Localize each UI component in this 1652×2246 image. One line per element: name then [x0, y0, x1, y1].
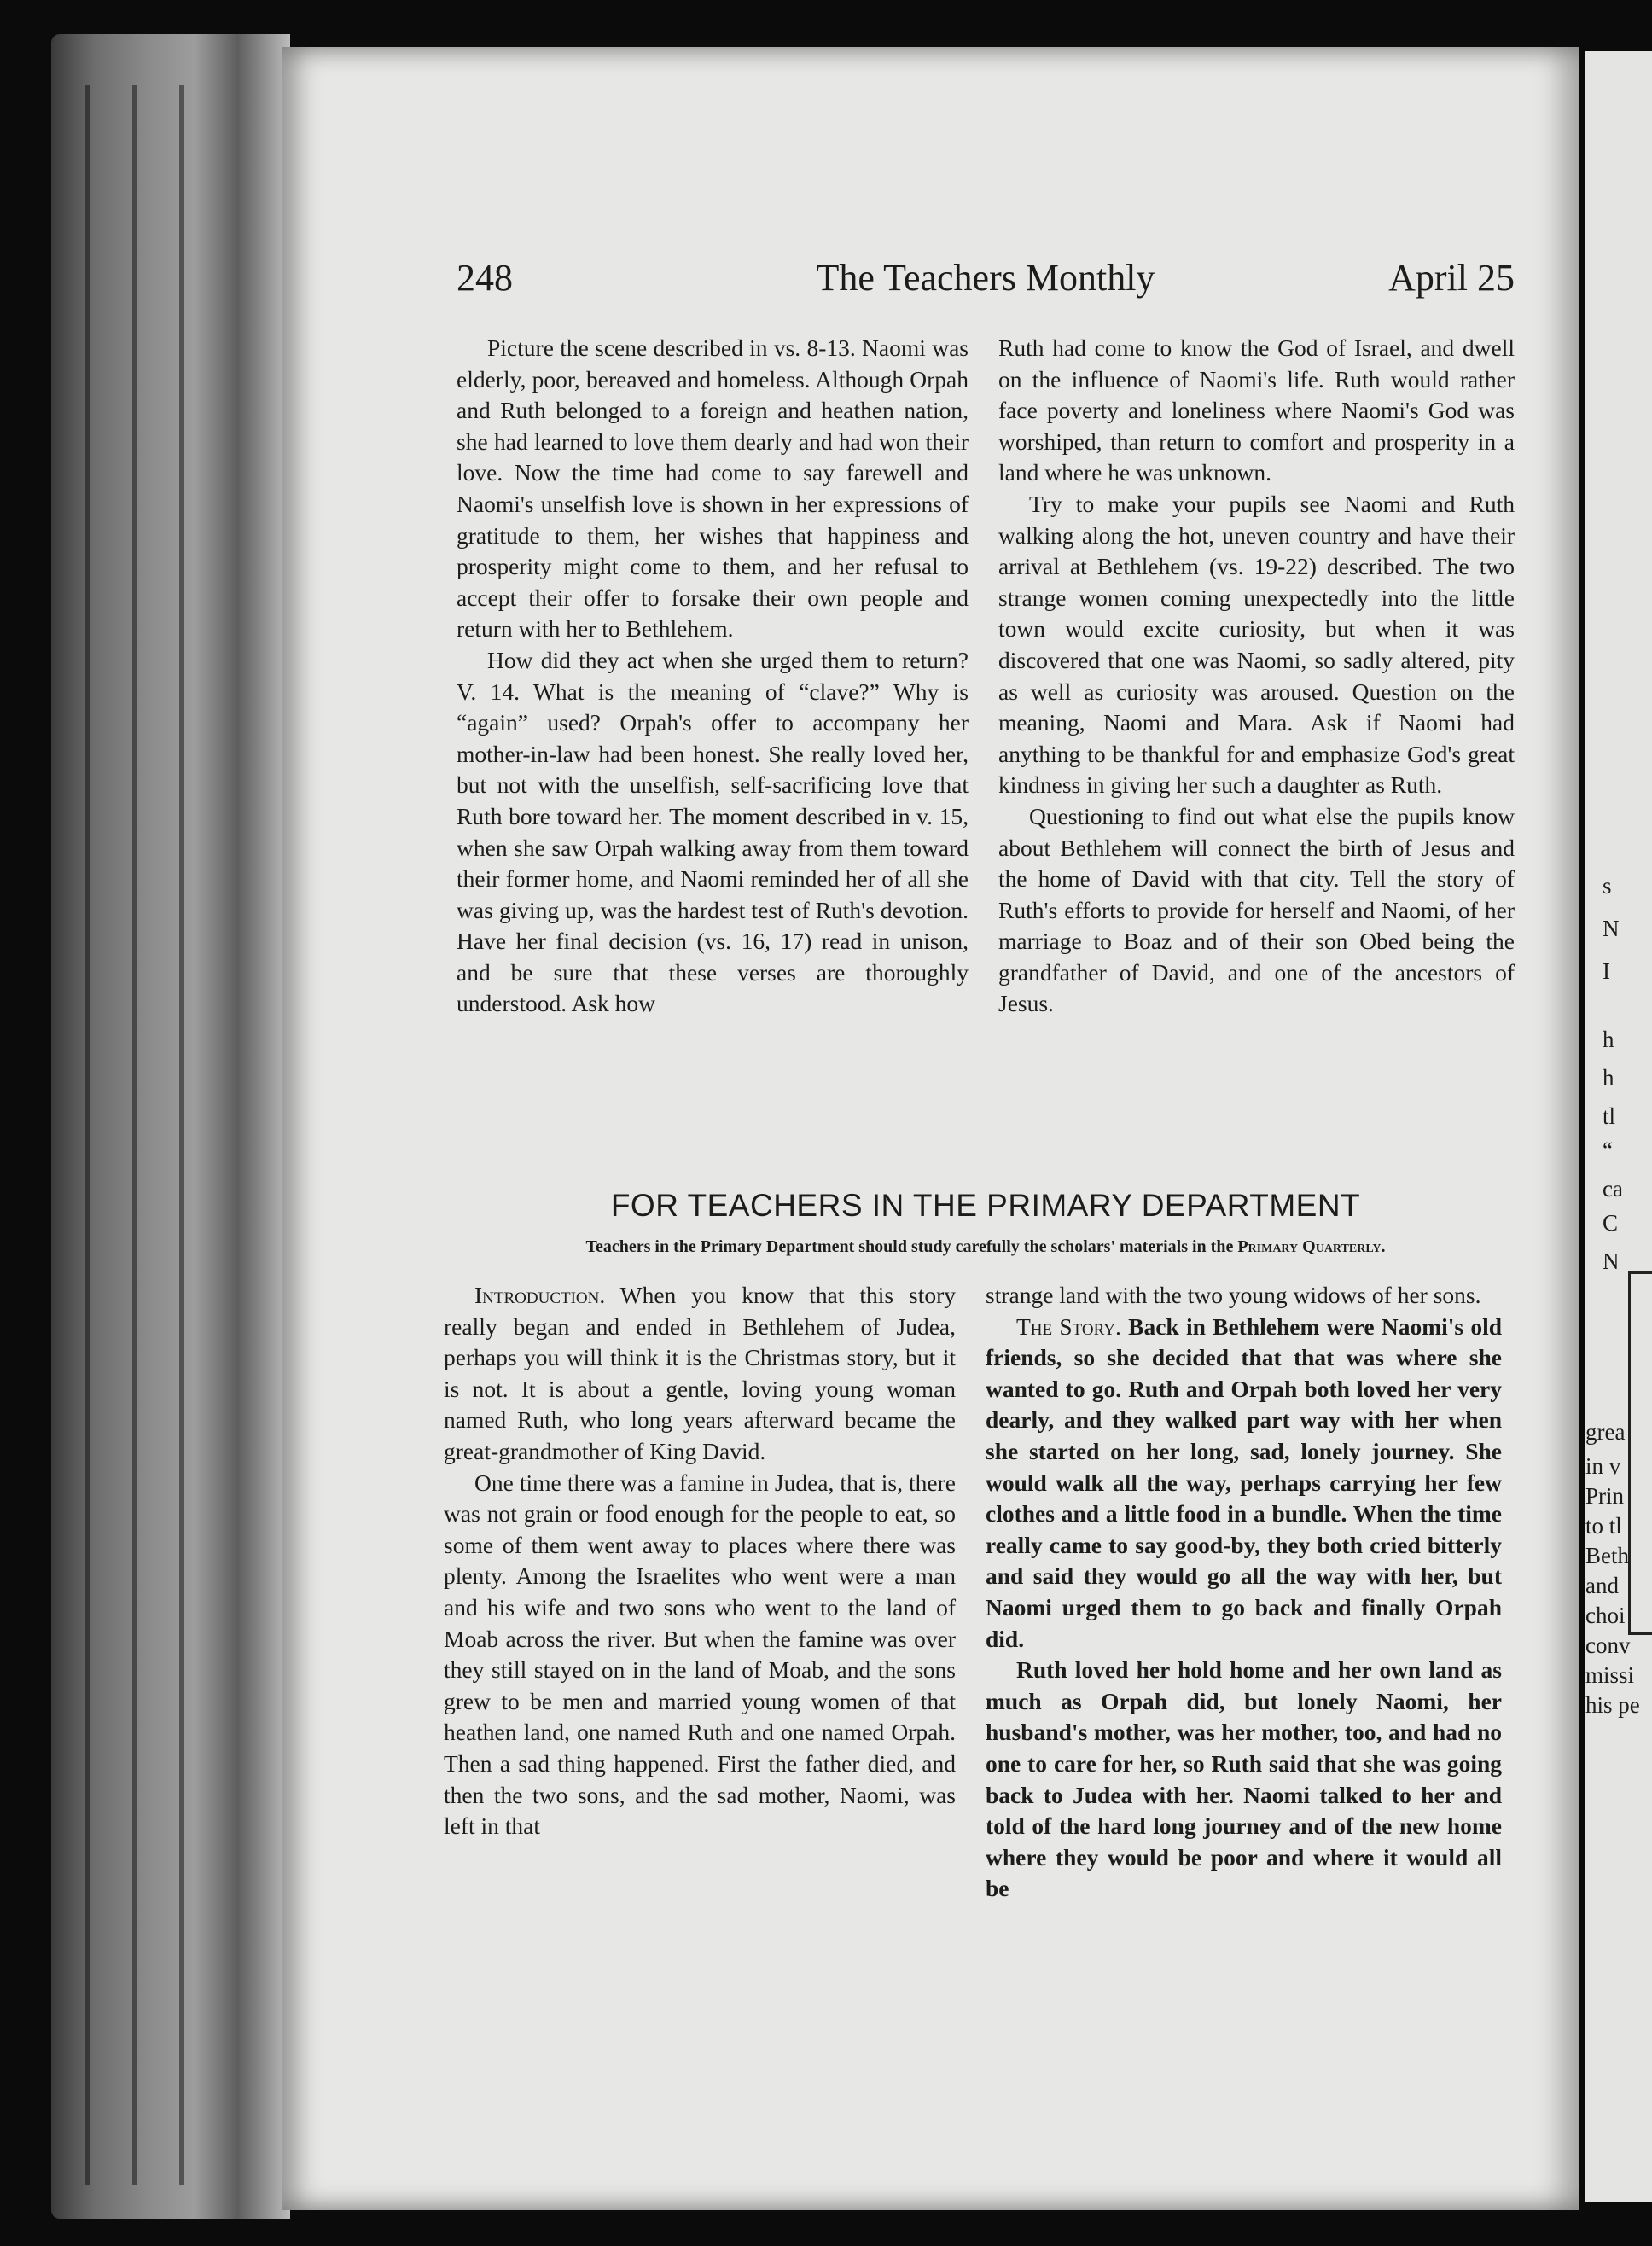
facing-page-fragment: choi — [1585, 1603, 1626, 1628]
paragraph: strange land with the two young widows of her sons. — [986, 1282, 1481, 1308]
facing-page-fragment: I — [1603, 958, 1610, 984]
facing-page-fragment: h — [1603, 1065, 1614, 1091]
page-number: 248 — [457, 257, 513, 299]
paragraph: Questioning to find out what else the pupils know about Bethlehem will connect the birth of Jesus and the home of David with that city. Tell the story of Ruth's efforts to provide for herself and Naomi, of her marriage to Boaz and of their son Obed being the grandfather of David, and one of the ancestors of Jesus. — [998, 802, 1515, 1017]
paragraph: Picture the scene described in vs. 8-13. Naomi was elderly, poor, bereaved and homeless. Although Orpah and Ruth belonged to a foreign and heathen nation, she had learned to love them dearly and had won their love. Now the time had come to say farewell and Naomi's unselfish love is shown in her expressions of gratitude to them, her wishes that happiness and prosperity might come to them, and her refusal to accept their offer to forsake their own people and return with her to Bethlehem. — [457, 335, 969, 643]
facing-page-fragment: missi — [1585, 1662, 1635, 1688]
upper-left-column — [457, 333, 969, 1020]
facing-page-fragment: C — [1603, 1210, 1619, 1236]
book-page-edges — [51, 34, 290, 2219]
story-label: The Story. — [1016, 1312, 1121, 1340]
facing-page-fragment: ca — [1603, 1176, 1623, 1202]
section-heading: FOR TEACHERS IN THE PRIMARY DEPARTMENT — [610, 1188, 1361, 1223]
facing-page-fragment: conv — [1585, 1632, 1631, 1658]
facing-page-fragment: N — [1603, 1248, 1620, 1274]
section-subheading: Teachers in the Primary Department should study carefully the scholars' materials in the Primary Quarterly. — [585, 1237, 1386, 1256]
issue-date: April 25 — [1388, 257, 1515, 299]
upper-right-column — [998, 333, 1515, 1020]
paragraph: One time there was a famine in Judea, that is, there was not grain or food enough for the people to eat, so some of them went away to places where there was plenty. Among the Israelites who went were a man and his wife and two sons who went to the land of Moab across the river. But when the famine was over they still stayed on in the land of Moab, and the sons grew to be men and married young women of that heathen land, one named Ruth and one named Orpah. Then a sad thing happened. First the father died, and then the two sons, and the sad mother, Naomi, was left in that — [444, 1469, 956, 1840]
facing-page-fragment: to tl — [1585, 1513, 1622, 1539]
facing-page-fragment: Prin — [1585, 1483, 1625, 1509]
paragraph: Ruth loved her hold home and her own land as much as Orpah did, but lonely Naomi, her husband's mother, was her mother, too, and had no one to care for her, so Ruth said that she was going back to Judea with her. Naomi talked to her and told of the hard long journey and of the new home where they would be poor and where it would all be — [986, 1656, 1502, 1902]
facing-page-fragment: Beth — [1585, 1543, 1629, 1568]
facing-page-fragment: s — [1603, 873, 1612, 899]
paragraph: How did they act when she urged them to return? V. 14. What is the meaning of “clave?” Why is “again” used? Orpah's offer to accompany her mother-in-law had been honest. She really loved her, but not with the unselfish, self-sacrificing love that Ruth bore toward her. The moment described in v. 15, when she saw Orpah walking away from them toward their former home, and Naomi reminded her of all she was giving up, was the hardest test of Ruth's devotion. Have her final decision (vs. 16, 17) read in unison, and be sure that these verses are thoroughly understood. Ask how — [457, 646, 969, 1017]
lower-right-column — [986, 1280, 1502, 1905]
facing-page-fragment: and — [1585, 1573, 1619, 1598]
facing-page-fragment: N — [1603, 916, 1620, 941]
facing-page-box — [1628, 1271, 1652, 1635]
facing-page-fragment: his pe — [1585, 1692, 1640, 1718]
introduction-label: Introduction. — [474, 1282, 606, 1308]
story-paragraph: The Story. Back in Bethlehem were Naomi's old friends, so she decided that that was where she wanted to go. Ruth and Orpah both loved her very dearly, and they walked part way with her when she started on her long, sad, lonely journey. She would walk all the way, perhaps carrying her few clothes and a little food in a bundle. When the time really came to say good-by, they both cried bitterly and said they would go all the way with her, but Naomi urged them to go back and finally Orpah did. — [986, 1312, 1503, 1652]
facing-page-fragment: “ — [1603, 1138, 1613, 1163]
facing-page-fragment: h — [1603, 1027, 1614, 1052]
facing-page-fragment: tl — [1603, 1103, 1616, 1129]
introduction-paragraph: Introduction. When you know that this story really began and ended in Bethlehem of Judea, perhaps you will think it is the Christmas story, but it is not. It is about a gentle, loving young woman named Ruth, who long years afterward became the great-grandmother of King David. — [444, 1282, 956, 1464]
publication-title: The Teachers Monthly — [816, 257, 1155, 299]
running-header — [457, 256, 1515, 307]
lower-left-column — [444, 1280, 956, 1842]
paragraph: Try to make your pupils see Naomi and Ruth walking along the hot, uneven country and have their arrival at Bethlehem (vs. 19-22) described. The two strange women coming unexpectedly into the little town would excite curiosity, but when it was discovered that one was Naomi, so sadly altered, pity as well as curiosity was aroused. Question on the meaning, Naomi and Mara. Ask if Naomi had anything to be thankful for and emphasize God's great kindness in giving her such a daughter as Ruth. — [998, 490, 1515, 799]
paragraph: Ruth had come to know the God of Israel, and dwell on the influence of Naomi's life. Ruth would rather face poverty and loneliness where Naomi's God was worshiped, than return to comfort and prosperity in a land where he was unknown. — [998, 335, 1515, 486]
facing-page-fragment: in v — [1585, 1453, 1621, 1479]
facing-page-fragment: grea — [1585, 1419, 1626, 1445]
facing-page — [1585, 51, 1652, 2202]
